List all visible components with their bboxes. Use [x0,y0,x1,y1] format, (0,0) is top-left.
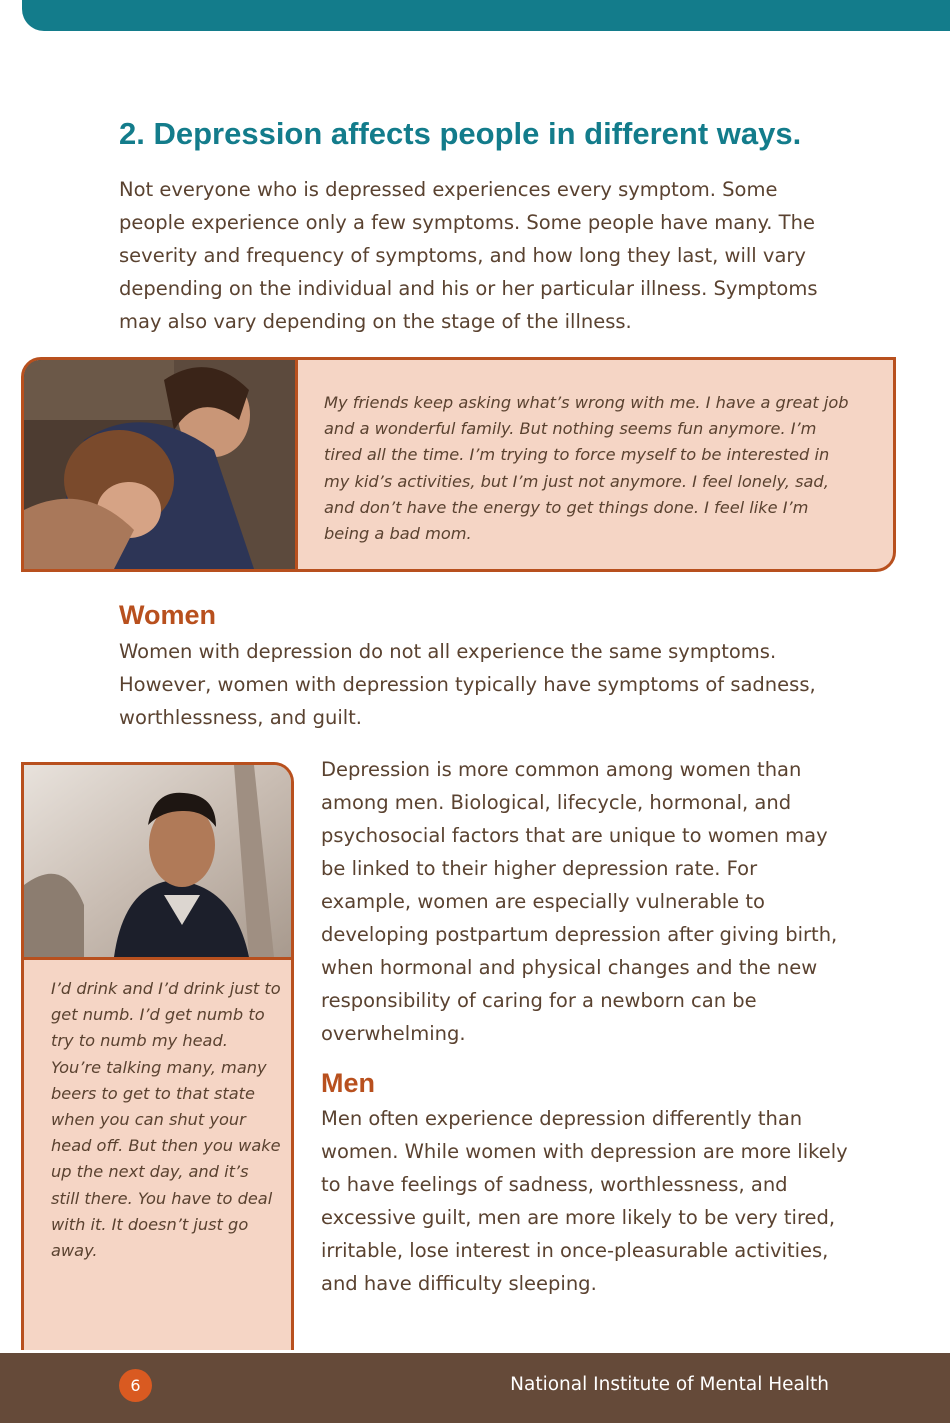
women-heading: Women [119,600,217,630]
women-paragraph: Women with depression do not all experience the same symptoms. However, women with depression typically have symptoms of sadness, worthlessness, and guilt. [119,640,816,729]
mother-quote-box [21,357,896,572]
mother-hugging-child-photo [24,360,298,569]
top-banner [22,0,950,31]
intro-paragraph: Not everyone who is depressed experiences every symptom. Some people experience only a few symptoms. Some people have many. The severity and frequency of symptoms, and how long they last, will vary depending on the individual and his or her particular illness. Symptoms may also vary depending on the stage of the illness. [119,178,818,333]
mother-quote: My friends keep asking what’s wrong with me. I have a great job and a wonderful family. But nothing seems fun anymore. I’m tired all the time. I’m trying to force myself to be interested in my kid’s activities, but I’m just not anymore. I feel lonely, sad, and don’t have the energy to get things done. I feel like I’m being a bad mom. [324,393,849,544]
man-quote: I’d drink and I’d drink just to get numb. I’d get numb to try to numb my head. You’re talking many, many beers to get to that state when you can shut your head off. But then you wake up the next day, and it’s still there. You have to deal with it. It doesn’t just go away. [51,979,281,1261]
footer-organization: National Institute of Mental Health [510,1374,829,1395]
page-footer [0,1353,950,1423]
men-paragraph: Men often experience depression differently than women. While women with depression are more likely to have feelings of sadness, worthlessness, and excessive guilt, men are more likely to be very tired, irritable, lose interest in once-pleasurable activities, and have difficulty sleeping. [321,1107,848,1295]
man-portrait-photo [24,765,291,960]
page-heading: 2. Depression affects people in different ways. [119,116,802,151]
men-heading: Men [321,1068,375,1098]
man-quote-box [21,762,294,1350]
page-number-badge: 6 [119,1369,152,1402]
women-detail-paragraph: Depression is more common among women than among men. Biological, lifecycle, hormonal, and psychosocial factors that are unique to women may be linked to their higher depression rate. For example, women are especially vulnerable to developing postpartum depression after giving birth, when hormonal and physical changes and the new responsibility of caring for a newborn can be overwhelming. [321,758,838,1045]
